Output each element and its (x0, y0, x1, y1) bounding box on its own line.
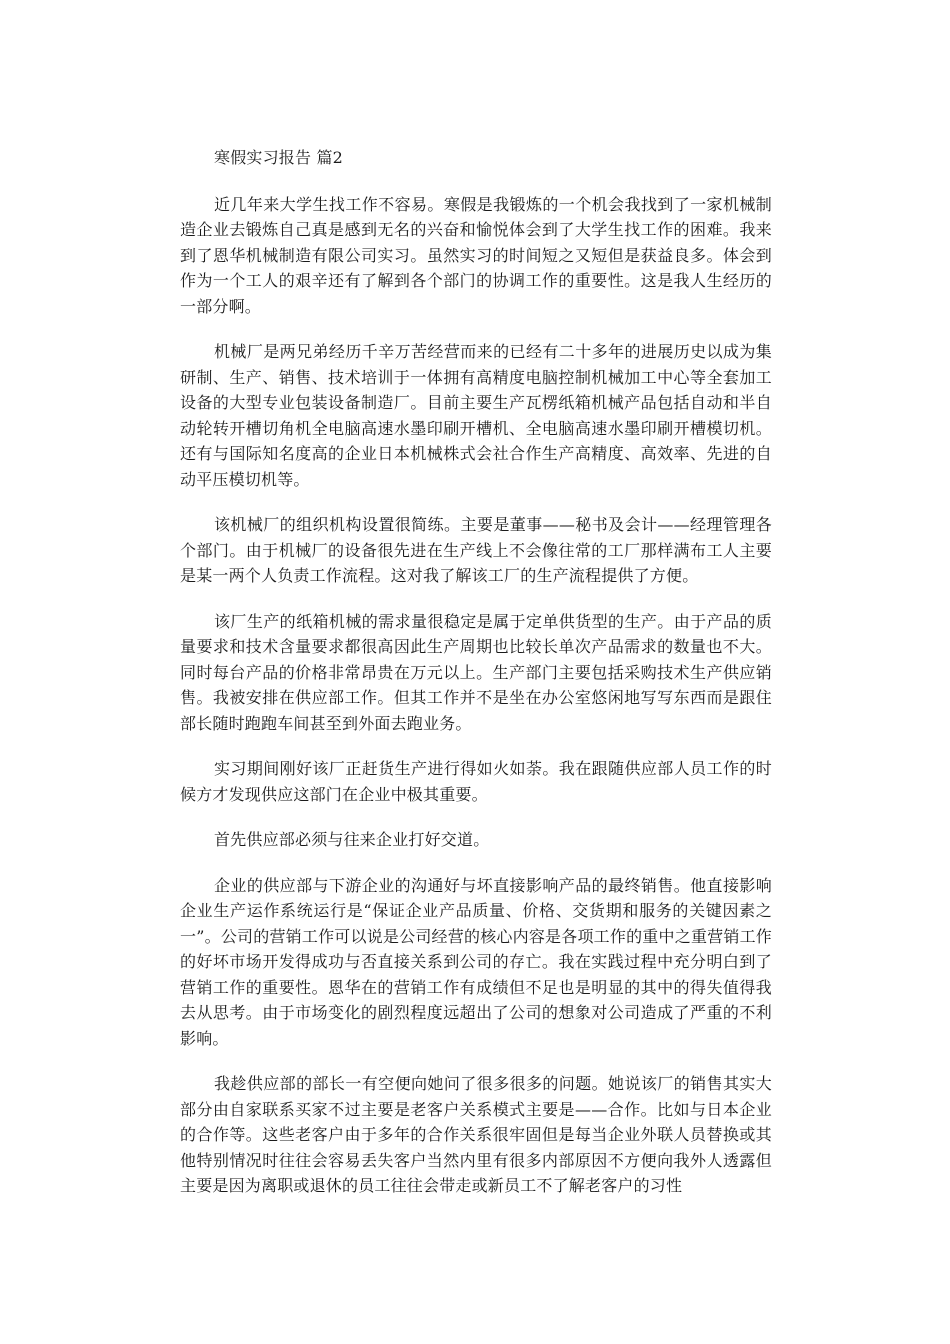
document-body (180, 145, 772, 1219)
paragraph-5: 实习期间刚好该厂正赶货生产进行得如火如荼。我在跟随供应部人员工作的时候方才发现供应这部门在企业中极其重要。 (180, 759, 772, 804)
paragraph-1: 近几年来大学生找工作不容易。寒假是我锻炼的一个机会我找到了一家机械制造企业去锻炼自己真是感到无名的兴奋和愉悦体会到了大学生找工作的困难。我来到了恩华机械制造有限公司实习。虽然实习的时间短之又短但是获益良多。体会到作为一个工人的艰辛还有了解到各个部门的协调工作的重要性。这是我人生经历的一部分啊。 (180, 194, 772, 316)
paragraph-3: 该机械厂的组织机构设置很简练。主要是董事——秘书及会计——经理管理各个部门。由于机械厂的设备很先进在生产线上不会像往常的工厂那样满布工人主要是某一两个人负责工作流程。这对我了解该工厂的生产流程提供了方便。 (180, 515, 772, 585)
paragraph-6: 首先供应部必须与往来企业打好交道。 (214, 830, 490, 849)
paragraph-7: 企业的供应部与下游企业的沟通好与坏直接影响产品的最终销售。他直接影响企业生产运作系统运行是“保证企业产品质量、价格、交货期和服务的关键因素之一”。公司的营销工作可以说是公司经营的核心内容是各项工作的重中之重营销工作的好坏市场开发得成功与否直接关系到公司的存亡。我在实践过程中充分明白到了营销工作的重要性。恩华在的营销工作有成绩但不足也是明显的其中的得失值得我去从思考。由于市场变化的剧烈程度远超出了公司的想象对公司造成了严重的不利影响。 (180, 875, 772, 1048)
paragraph-4: 该厂生产的纸箱机械的需求量很稳定是属于定单供货型的生产。由于产品的质量要求和技术含量要求都很高因此生产周期也比较长单次产品需求的数量也不大。同时每台产品的价格非常昂贵在万元以上。生产部门主要包括采购技术生产供应销售。我被安排在供应部工作。但其工作并不是坐在办公室悠闲地写写东西而是跟住部长随时跑跑车间甚至到外面去跑业务。 (180, 611, 772, 733)
paragraph-8: 我趁供应部的部长一有空便向她问了很多很多的问题。她说该厂的销售其实大部分由自家联系买家不过主要是老客户关系模式主要是——合作。比如与日本企业的合作等。这些老客户由于多年的合作关系很牢固但是每当企业外联人员替换或其他特别情况时往往会容易丢失客户当然内里有很多内部原因不方便向我外人透露但主要是因为离职或退休的员工往往会带走或新员工不了解老客户的习性 (180, 1074, 772, 1195)
paragraph-2: 机械厂是两兄弟经历千辛万苦经营而来的已经有二十多年的进展历史以成为集研制、生产、销售、技术培训于一体拥有高精度电脑控制机械加工中心等全套加工设备的大型专业包装设备制造厂。目前主要生产瓦楞纸箱机械产品包括自动和半自动轮转开槽切角机全电脑高速水墨印刷开槽机、全电脑高速水墨印刷开槽模切机。还有与国际知名度高的企业日本机械株式会社合作生产高精度、高效率、先进的自动平压模切机等。 (180, 342, 772, 489)
document-title: 寒假实习报告 篇2 (214, 148, 344, 167)
